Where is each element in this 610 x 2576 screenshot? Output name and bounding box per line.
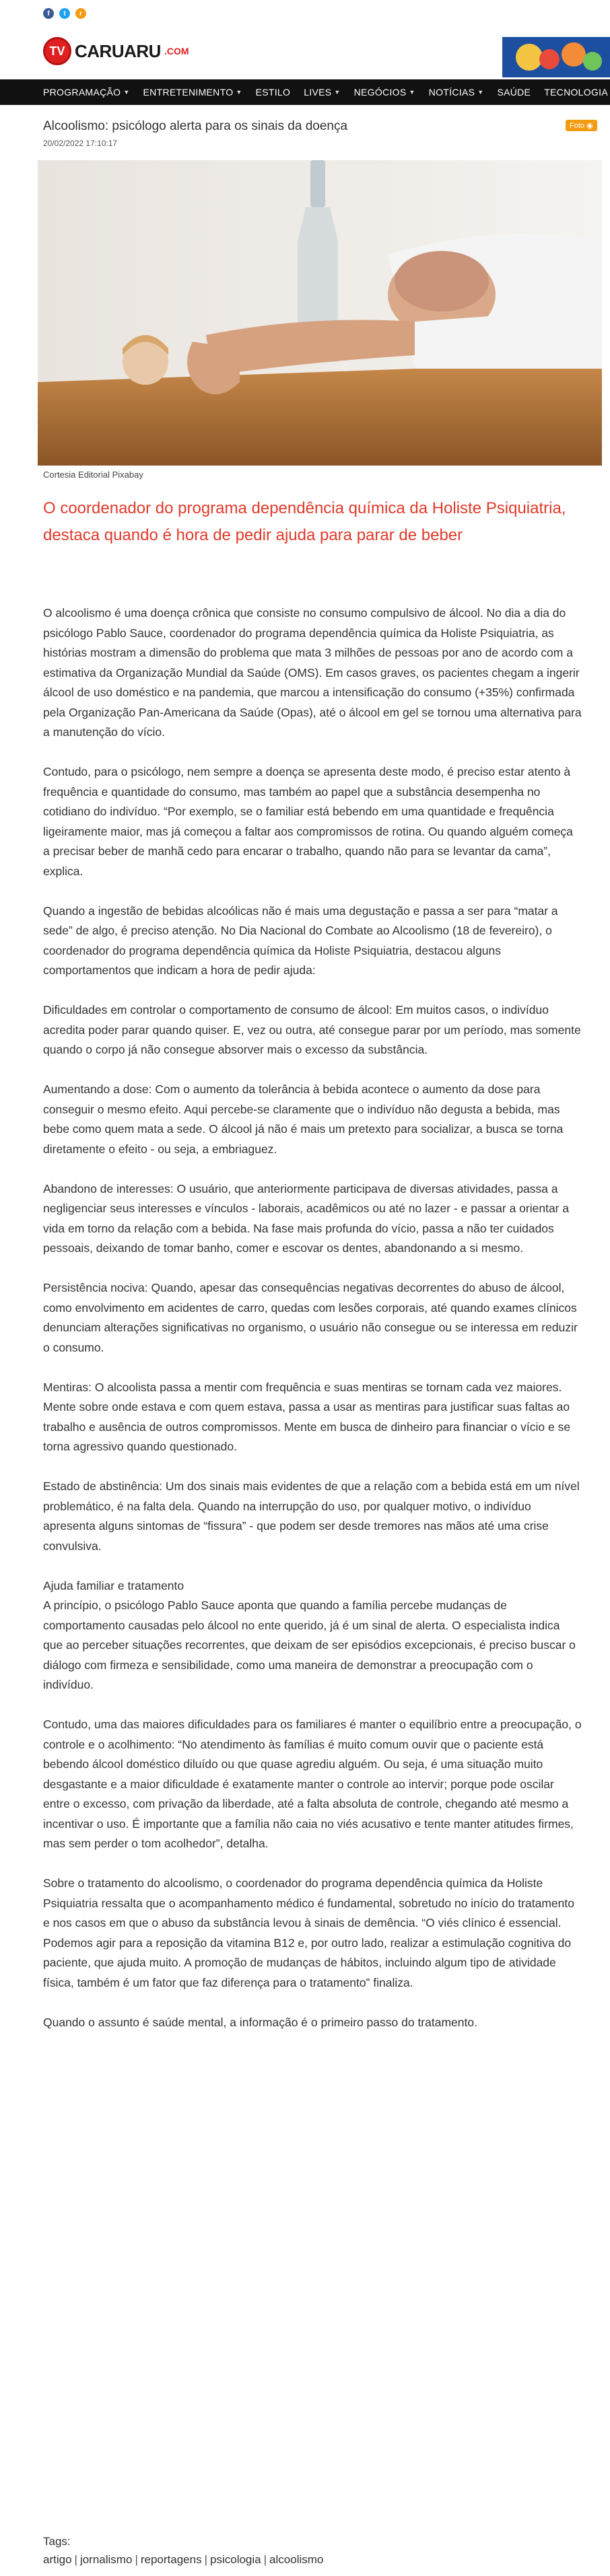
ad-banner[interactable] <box>502 37 610 77</box>
hero-illustration <box>38 160 602 466</box>
tag-link[interactable]: artigo <box>43 2553 72 2566</box>
tv-logo-icon: TV <box>43 37 71 65</box>
facebook-icon[interactable]: f <box>43 8 54 19</box>
nav-item-saude[interactable]: SAÚDE <box>497 87 531 98</box>
site-logo[interactable] <box>43 37 189 65</box>
tag-separator: | <box>204 2553 208 2566</box>
nav-item-estilo[interactable]: ESTILO <box>255 87 291 98</box>
logo-name: CARUARU <box>75 40 161 61</box>
section-heading: Ajuda familiar e tratamento <box>43 1578 184 1592</box>
nav-item-programacao[interactable]: PROGRAMAÇÃO ▼ <box>43 87 130 98</box>
photo-badge[interactable]: Foto ◉ <box>566 120 597 131</box>
paragraph: Persistência nociva: Quando, apesar das consequências negativas decorrentes do abuso de álcool, como envolvimento em acidentes de carro, quedas com lesões corporais, até quando exames clínicos denunciam alterações significativas no organismo, o usuário não consegue ou se interessa em reduzir o consumo. <box>43 1281 578 1354</box>
tag-separator: | <box>263 2553 267 2566</box>
tag-link[interactable]: psicologia <box>210 2553 261 2566</box>
tag-separator: | <box>135 2553 138 2566</box>
paragraph: Abandono de interesses: O usuário, que anteriormente participava de diversas atividades, passa a negligenciar seus interesses e vínculos - laborais, acadêmicos ou até no lazer - e passar a orientar a vida em torno da relação com a bebida. Na fase mais profunda do vício, passa a não ter cuidados pessoais, deixando de tomar banho, comer e escovar os dentes, abandonando a si mesmo. <box>43 1181 570 1255</box>
main-nav <box>0 79 610 105</box>
paragraph: Quando a ingestão de bebidas alcoólicas não é mais uma degustação e passa a ser para “matar a sede” de algo, é preciso atenção. No Dia Nacional do Combate ao Alcoolismo (18 de fevereiro), o coordenador do programa dependência química da Holiste Psiquiatria, destacou alguns comportamentos que indicam a hora de pedir ajuda: <box>43 904 558 977</box>
rss-icon[interactable]: r <box>75 8 86 19</box>
chevron-down-icon: ▼ <box>236 89 242 96</box>
paragraph: Aumentando a dose: Com o aumento da tolerância à bebida acontece o aumento da dose para conseguir o mesmo efeito. Aqui percebe-se claramente que o indivíduo não degusta a bebida, mas bebe como quem mata a sede. O álcool já não é mais um pretexto para socializar, a busca se torna diretamente o efeito - ou seja, a embriaguez. <box>43 1082 564 1156</box>
nav-item-lives[interactable]: LIVES ▼ <box>304 87 341 98</box>
paragraph: A princípio, o psicólogo Pablo Sauce aponta que quando a família percebe mudanças de comportamento causadas pelo álcool no ente querido, já é um sinal de alerta. O especialista indica que ao perceber situações recorrentes, que deixam de ser episódios excepcionais, é preciso buscar o diálogo com firmeza e sensibilidade, como uma maneira de demonstrar a preocupação com o indivíduo. <box>43 1598 576 1691</box>
nav-item-tecnologia[interactable]: TECNOLOGIA <box>544 87 608 98</box>
paragraph: Sobre o tratamento do alcoolismo, o coordenador do programa dependência química da Holiste Psiquiatria ressalta que o acompanhamento médico é fundamental, sobretudo no início do tratamento e nos casos em que o abuso da substância levou à sinais de demência. “O viés clínico é essencial. Podemos agir para a reposição da vitamina B12 e, por outro lado, realizar a estimulação cognitiva do paciente, que ajuda muito. A promoção de mudanças de hábitos, incluindo algum tipo de atividade física, também é um fator que faz diferença para o tratamento” finaliza. <box>43 1876 574 1989</box>
social-links <box>43 8 86 19</box>
image-caption: Cortesia Editorial Pixabay <box>43 470 143 480</box>
chevron-down-icon: ▼ <box>409 89 415 96</box>
article-title: Alcoolismo: psicólogo alerta para os sinais da doença <box>43 119 348 133</box>
article-body <box>43 603 582 2053</box>
tag-link[interactable]: jornalismo <box>79 2553 133 2566</box>
chevron-down-icon: ▼ <box>334 89 341 96</box>
paragraph: Mentiras: O alcoolista passa a mentir com frequência e suas mentiras se tornam cada vez maiores. Mente sobre onde estava e com quem estava, passa a usar as mentiras para justificar suas faltas ao trabalho e ausência de outros compromissos. Mente em busca de dinheiro para financiar o vício e se torna agressivo quando questionado. <box>43 1380 571 1453</box>
paragraph: Dificuldades em controlar o comportamento de consumo de álcool: Em muitos casos, o indivíduo acredita poder parar quando quiser. E, vez ou outra, até consegue parar por um período, mas somente quando o corpo já não consegue absorver mais o excesso da substância. <box>43 1003 581 1056</box>
tag-link[interactable]: alcoolismo <box>269 2553 324 2566</box>
paragraph: Quando o assunto é saúde mental, a informação é o primeiro passo do tratamento. <box>43 2015 477 2029</box>
article-lead: O coordenador do programa dependência química da Holiste Psiquiatria, destaca quando é hora de pedir ajuda para parar de beber <box>43 499 566 544</box>
nav-item-entretenimento[interactable]: ENTRETENIMENTO ▼ <box>143 87 242 98</box>
tags-label: Tags: <box>43 2535 71 2548</box>
chevron-down-icon: ▼ <box>123 89 130 96</box>
logo-domain: .COM <box>164 46 189 57</box>
paragraph: O alcoolismo é uma doença crônica que consiste no consumo compulsivo de álcool. No dia a dia do psicólogo Pablo Sauce, coordenador do programa dependência química da Holiste Psiquiatria, as histórias mostram a dimensão do problema que mata 3 milhões de pessoas por ano de acordo com a estimativa da Organização Mundial da Saúde (OMS). Em casos graves, os pacientes chegam a ingerir álcool de uso doméstico e na pandemia, que marcou a intensificação do consumo (+35%) confirmada pela Organização Pan-Americana da Saúde (Opas), até o álcool em gel se tornou uma alternativa para a manutenção do vício. <box>43 606 582 739</box>
tag-link[interactable]: reportagens <box>140 2553 202 2566</box>
nav-item-negocios[interactable]: NEGÓCIOS ▼ <box>353 87 415 98</box>
article-date: 20/02/2022 17:10:17 <box>43 139 118 148</box>
paragraph: Contudo, uma das maiores dificuldades para os familiares é manter o equilíbrio entre a preocupação, o controle e o acolhimento: “No atendimento às famílias é muito comum ouvir que o paciente está bebendo álcool doméstico diluído ou que quase agrediu alguém. Ou seja, é uma situação muito desgastante e a maior dificuldade é exatamente manter o controle ao intervir; porque pode oscilar entre o excesso, com privação da liberdade, até a falta absoluta de controle, chegando até mesmo a incentivar o uso. É importante que a família não caia no viés acusativo e tente manter atitudes firmes, mas sem perder o tom acolhedor”, detalha. <box>43 1718 582 1850</box>
article-hero-image <box>38 160 602 466</box>
chevron-down-icon: ▼ <box>477 89 484 96</box>
paragraph: Contudo, para o psicólogo, nem sempre a doença se apresenta deste modo, é preciso estar atento à frequência e quantidade do consumo, mas também ao papel que a substância desempenha no cotidiano do indivíduo. “Por exemplo, se o familiar está bebendo em uma quantidade e frequência ligeiramente maior, mas já começou a faltar aos compromissos de rotina. Ou quando alguém começa a precisar beber de manhã cedo para encarar o trabalho, quando não para se levantar da cama”, explica. <box>43 765 573 878</box>
tag-separator: | <box>74 2553 77 2566</box>
paragraph: Estado de abstinência: Um dos sinais mais evidentes de que a relação com a bebida está em um nível problemático, é na falta dela. Quando na interrupção do uso, por qualquer motivo, o indivíduo apresenta alguns sintomas de “fissura” - que podem ser desde tremores nas mãos até uma crise convulsiva. <box>43 1479 580 1553</box>
twitter-icon[interactable]: t <box>59 8 70 19</box>
tag-list <box>43 2553 323 2567</box>
nav-item-noticias[interactable]: NOTÍCIAS ▼ <box>428 87 484 98</box>
